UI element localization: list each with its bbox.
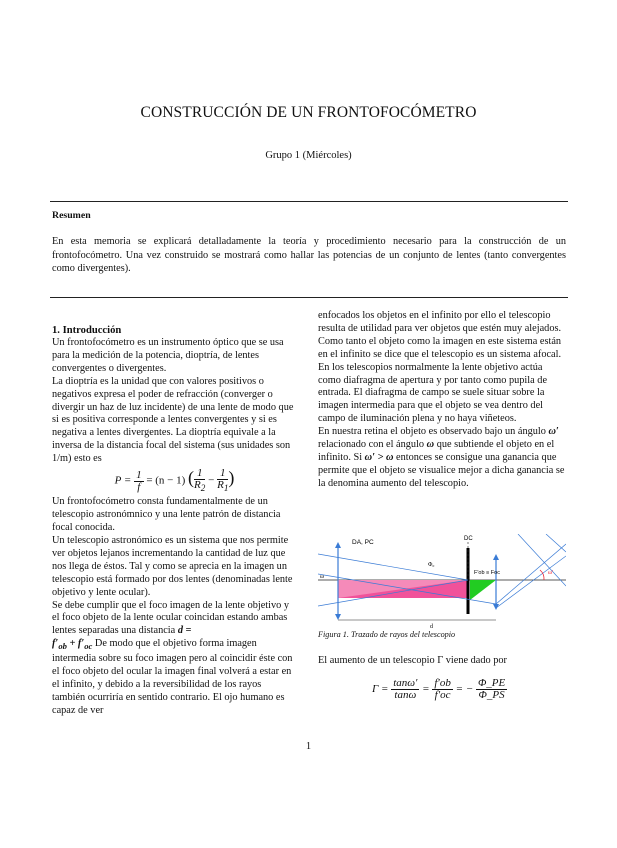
paragraph: Se debe cumplir que el foco imagen de la lente objetivo y el foco objeto de la lente ocular coincidan estando ambas lentes separadas una distancia d = $f'_{ob} + f'_{oc}$ De modo que el objetivo forma imagen intermedia sobre su foco imagen pero al coincidir éste con el foco objeto del ocular la imagen final volverá a estar en el infinito, y debido a la reversibilidad de los rayos también ocurriría en sentido contrario. El ojo humano es capaz de ver xyxy=(52,599,293,716)
ray xyxy=(496,556,566,608)
label-foci: F′ob ≡ Foc xyxy=(474,570,500,576)
ray xyxy=(318,554,468,580)
lens-arrow xyxy=(493,604,499,610)
paragraph: En los telescopios normalmente la lente objetivo actúa como diafragma de apertura y por tanto como pupila de entrada. El diafragma de campo se suele situar sobre la imagen intermedia para que el objeto se vea dentro del campo de iluminación plena y no haya viñeteos. xyxy=(318,361,548,425)
page-number: 1 xyxy=(305,741,312,752)
author-group: Grupo 1 (Miércoles) xyxy=(265,150,352,161)
right-column xyxy=(318,310,566,491)
label-d: d xyxy=(430,624,433,630)
label-omega-prime: ω′ xyxy=(548,570,554,576)
label-phi: Φ₀ xyxy=(428,562,435,568)
lens-arrow xyxy=(335,542,341,548)
paragraph: El aumento de un telescopio Γ viene dado por xyxy=(318,655,507,666)
paragraph: enfocados los objetos en el infinito por ello el telescopio resulta de utilidad para ver objetos que estén muy alejados. Como tanto el objeto como la imagen en este sistema están en el infinito se dice que el telescopio es un sistema afocal. xyxy=(318,310,562,360)
paper-title: CONSTRUCCIÓN DE UN FRONTOFOCÓMETRO xyxy=(140,104,477,121)
figure-caption: Figura 1. Trazado de rayos del telescopio xyxy=(318,630,456,639)
section-heading: 1. Introducción xyxy=(52,325,122,336)
paragraph: Un frontofocómetro consta fundamentalmente de un telescopio astronómnico y una lente patrón de distancia focal conocida. xyxy=(52,496,281,534)
label-omega: ω xyxy=(320,574,324,580)
ray xyxy=(518,534,566,586)
label-dc: DC xyxy=(464,536,473,542)
lens-arrow xyxy=(335,614,341,620)
abstract-top-rule xyxy=(50,201,568,202)
magnification-equation: Γ = $\frac{\tan\omega'}{\tan\omega}$ = $\frac{f'ob}{f'oc}$ = − $\frac{\Phi\_PE}{\Phi\_PS}$ xyxy=(372,677,506,701)
ray xyxy=(496,544,566,604)
ray xyxy=(546,534,566,552)
label-dapc: DA, PC xyxy=(352,539,374,546)
paragraph: La dioptría es la unidad que con valores positivos o negativos expresa el poder de refracción (converger o divergir un haz de luz incidente) de una lente de modo que si es positiva corresponde a lentes convergentes y si es negativa a lentes divergentes. La dioptría equivale a la inversa de la distancia focal del sistema (sus unidades son 1/m) esto es xyxy=(52,375,294,465)
paragraph: Un telescopio astronómico es un sistema que nos permite ver objetos lejanos incrementando la cantidad de luz que nos llega de éstos. Tal y como se aprecia en la imagen un telescopio está formado por dos lentes (denominadas lente objetivo y lente ocular). xyxy=(52,534,293,598)
green-ray-region xyxy=(470,580,496,600)
abstract-text: En esta memoria se explicará detalladamente la teoría y procedimiento necesario para la construcción de un frontofocómetro. Una vez construido se mostrará como hallar las potencias de un conjunto de lentes (tanto convergentes como divergentes). xyxy=(52,236,566,275)
paragraph: Un frontofocómetro es un instrumento óptico que se usa para la medición de la potencia, dioptría, de lentes convergentes o divergentes. xyxy=(52,337,284,374)
abstract-bottom-rule xyxy=(50,297,568,298)
lens-arrow xyxy=(493,554,499,560)
left-column xyxy=(52,324,297,718)
diopter-equation: P = $\frac{1}{f}$ = (n − 1) ( $\frac{1}{R_2}$ − $\frac{1}{R_1}$ ) xyxy=(114,467,235,494)
paragraph: En nuestra retina el objeto es observado bajo un ángulo ω′ relacionado con el ángulo ω que subtiende el objeto en el infinito. Si ω′ > ω entonces se consigue una ganancia que permite que el objeto se visualice mejor a dicha ganancia se la denomina aumento del telescopio. xyxy=(318,426,565,489)
telescope-ray-diagram xyxy=(318,534,566,630)
abstract-heading: Resumen xyxy=(52,210,91,221)
